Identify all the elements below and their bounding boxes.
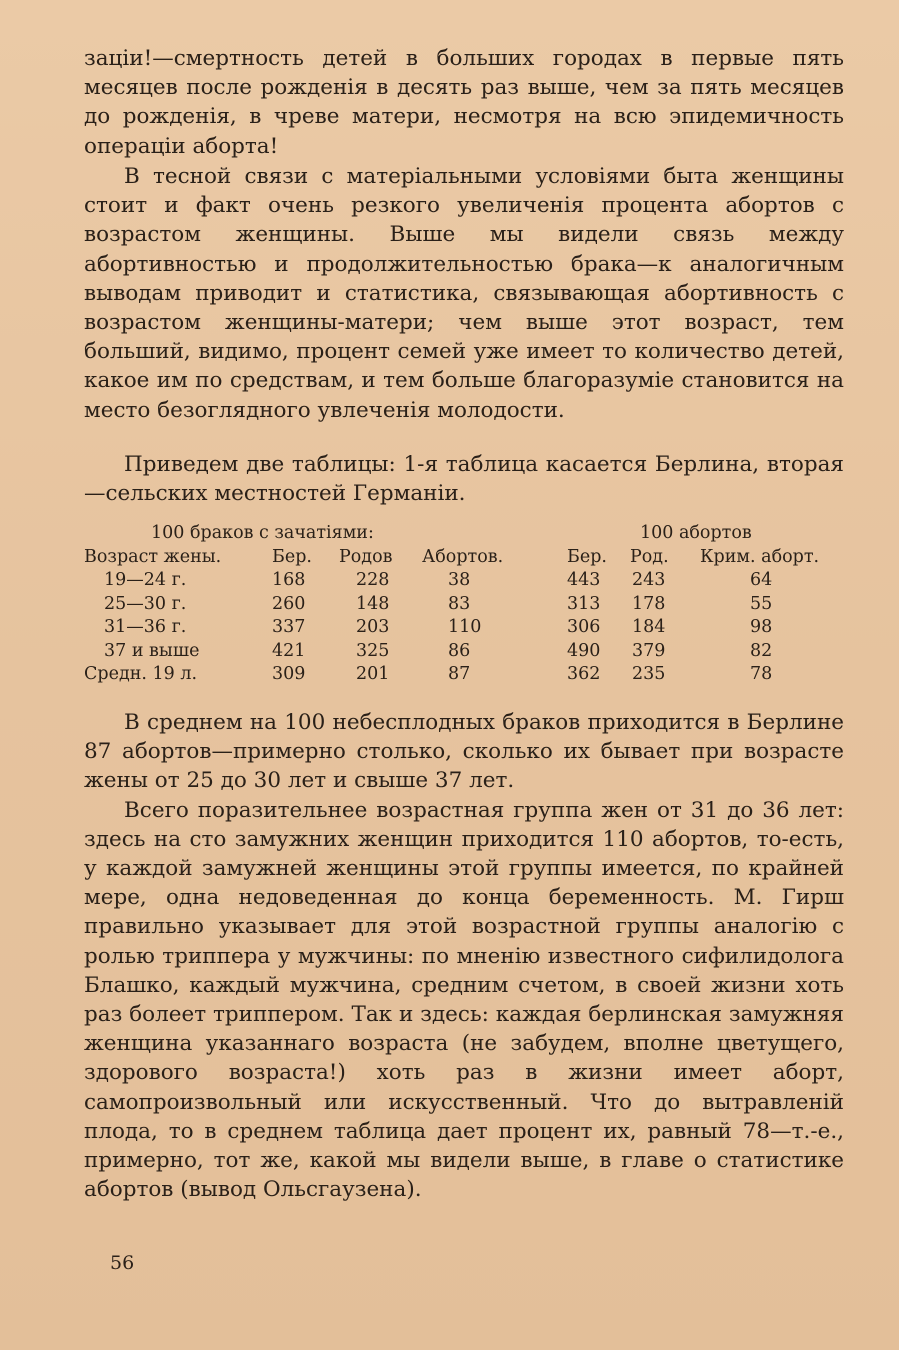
table-cell: 421 <box>272 640 306 661</box>
paragraph-3 <box>84 450 844 508</box>
table-row <box>84 593 844 617</box>
table-cell: 443 <box>567 570 601 590</box>
table-cell: 337 <box>272 617 306 637</box>
table-cell: 235 <box>632 664 666 684</box>
column-header-age: Возраст жены. <box>84 546 222 567</box>
paragraph-2 <box>84 162 844 425</box>
page-number: 56 <box>110 1252 135 1274</box>
table-cell: 490 <box>567 640 601 661</box>
table-group-header <box>84 522 844 546</box>
paragraph-4-text: В среднем на 100 небесплодных браков приходится в Берлине 87 абортов—примерно столько, сколько их бывает при возрасте жены от 25 до 30 лет и свыше 37 лет. <box>84 710 844 794</box>
group-header-abortions: 100 абортов <box>640 523 752 543</box>
table-row-average <box>84 663 844 687</box>
table-row <box>84 616 844 640</box>
table-cell: 64 <box>750 570 773 590</box>
table-cell: 110 <box>448 617 482 637</box>
paragraph-4 <box>84 708 844 1204</box>
table-cell: 379 <box>632 640 666 661</box>
paragraph-5-text: Всего поразительнее возрастная группа жен от 31 до 36 лет: здесь на сто замужних женщин приходится 110 абортов, то-есть, у каждой замужней женщины этой группы имеется, по крайней мере, одна недоведенная до конца беременность. М. Гирш правильно указывает для этой возрастной группы аналогію с ролью триппера у мужчины: по мненію известного сифилидолога Блашко, каждый мужчина, средним счетом, в своей жизни хоть раз болеет триппером. Так и здесь: каждая берлинская замужняя женщина указаннаго возраста (не забудем, вполне цветущего, здорового возраста!) хоть раз в жизни имеет аборт, самопроизвольный или искусственный. Что до вытравленій плода, то в среднем таблица дает процент их, равный 78—т.-е., примерно, тот же, какой мы видели выше, в главе о статистике абортов (вывод Ольсгаузена). <box>84 797 844 1203</box>
paragraph-1-text: заціи!—смертность детей в больших городах в первые пять месяцев после рожденія в десять раз выше, чем за пять месяцев до рожденія, в чреве матери, несмотря на всю эпидемичность операціи аборта! <box>84 46 844 159</box>
column-header-criminal: Крим. аборт. <box>700 546 820 567</box>
table-cell: 184 <box>632 617 666 637</box>
table-cell: 325 <box>356 640 390 661</box>
table-cell: 178 <box>632 593 666 614</box>
column-header-ber-2: Бер. <box>567 546 607 567</box>
table-cell: 309 <box>272 664 306 684</box>
table-cell: 313 <box>567 593 601 614</box>
column-header-rod: Род. <box>630 546 669 567</box>
table-row <box>84 640 844 664</box>
table-cell: 87 <box>448 664 471 684</box>
table-cell: 148 <box>356 593 390 614</box>
group-header-marriages: 100 браков с зачатіями: <box>151 523 374 543</box>
column-header-ber-1: Бер. <box>272 546 312 567</box>
table-cell: 38 <box>448 570 471 590</box>
table-cell: 168 <box>272 570 306 590</box>
table-cell: 55 <box>750 593 773 614</box>
table-cell: 260 <box>272 593 306 614</box>
table-cell: 203 <box>356 617 390 637</box>
table-cell-age: 19—24 г. <box>104 570 187 590</box>
table-cell: 306 <box>567 617 601 637</box>
table-cell-age: 37 и выше <box>104 640 200 661</box>
paragraph-1 <box>84 44 844 161</box>
table-cell: 98 <box>750 617 773 637</box>
table-cell: 201 <box>356 664 390 684</box>
abortion-statistics-table <box>84 522 844 687</box>
table-cell: 86 <box>448 640 471 661</box>
paragraph-3-text: Приведем две таблицы: 1-я таблица касается Берлина, вторая—сельских местностей Германіи. <box>84 452 844 507</box>
column-header-births: Родов <box>339 546 393 567</box>
paragraph-2-text: В тесной связи с матеріальными условіями быта женщины стоит и факт очень резкого увеличенія процента абортов с возрастом женщины. Выше мы видели связь между абортивностью и продолжительностью брака—к аналогичным выводам приводит и статистика, связывающая абортивность с возрастом женщины-матери; чем выше этот возраст, тем больший, видимо, процент семей уже имеет то количество детей, какое им по средствам, и тем больше благоразуміе становится на место безоглядного увлеченія молодости. <box>84 164 844 423</box>
table-cell: 78 <box>750 664 773 684</box>
table-cell: 228 <box>356 570 390 590</box>
table-row <box>84 569 844 593</box>
table-cell-age: Средн. 19 л. <box>84 664 198 684</box>
table-cell-age: 31—36 г. <box>104 617 187 637</box>
table-cell-age: 25—30 г. <box>104 593 187 614</box>
table-cell: 83 <box>448 593 471 614</box>
table-column-header <box>84 546 844 570</box>
table-cell: 82 <box>750 640 773 661</box>
column-header-abortions: Абортов. <box>422 546 504 567</box>
table-cell: 362 <box>567 664 601 684</box>
table-cell: 243 <box>632 570 666 590</box>
